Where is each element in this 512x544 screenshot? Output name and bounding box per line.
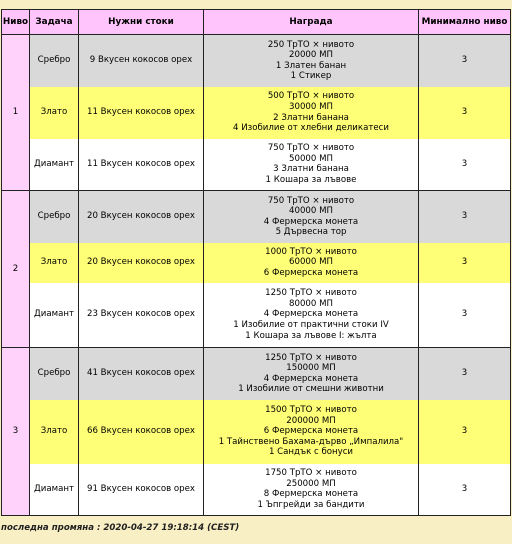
reward-line: 4 Изобилие от хлебни деликатеси — [233, 123, 389, 134]
task-cell: Диамант — [30, 283, 79, 348]
task-cell: Диамант — [30, 464, 79, 516]
header-row — [2, 10, 511, 35]
task-cell: Сребро — [30, 191, 79, 243]
reward-line: 150000 МП — [286, 363, 336, 374]
reward-cell — [204, 464, 419, 516]
stocks-cell: 11 Вкусен кокосов орех — [79, 87, 204, 139]
reward-cell — [204, 400, 419, 464]
reward-cell — [204, 139, 419, 191]
min-level-cell: 3 — [419, 35, 511, 87]
reward-line: 50000 МП — [289, 153, 333, 164]
stocks-cell: 9 Вкусен кокосов орех — [79, 35, 204, 87]
min-level-cell: 3 — [419, 400, 511, 464]
level-cell: 2 — [2, 191, 30, 348]
reward-cell — [204, 191, 419, 243]
table-row — [2, 243, 511, 283]
stocks-cell: 23 Вкусен кокосов орех — [79, 283, 204, 348]
reward-cell — [204, 243, 419, 283]
task-cell: Сребро — [30, 348, 79, 400]
reward-line: 250000 МП — [286, 478, 336, 489]
reward-line: 80000 МП — [289, 298, 333, 309]
reward-line: 6 Фермерска монета — [263, 267, 359, 278]
reward-line: 30000 МП — [289, 101, 333, 112]
table-row — [2, 283, 511, 348]
header-level: Ниво — [2, 10, 30, 35]
task-cell: Злато — [30, 243, 79, 283]
min-level-cell: 3 — [419, 283, 511, 348]
reward-line: 1 Кошара за лъвове — [265, 174, 357, 185]
reward-line: 750 ТрТО × нивото — [267, 143, 355, 154]
min-level-cell: 3 — [419, 139, 511, 191]
reward-line: 1 Златен банан — [275, 60, 347, 71]
reward-line: 1750 ТрТО × нивото — [265, 468, 357, 479]
reward-line: 1500 ТрТО × нивото — [265, 405, 357, 416]
reward-line: 5 Дървесна тор — [275, 227, 347, 238]
reward-cell — [204, 87, 419, 139]
reward-line: 1 Изобилие от смешни животни — [238, 384, 384, 395]
reward-line: 6 Фермерска монета — [263, 426, 359, 437]
reward-line: 200000 МП — [286, 415, 336, 426]
reward-line: 4 Фермерска монета — [263, 309, 359, 320]
stocks-cell: 11 Вкусен кокосов орех — [79, 139, 204, 191]
stocks-cell: 41 Вкусен кокосов орех — [79, 348, 204, 400]
min-level-cell: 3 — [419, 348, 511, 400]
table-row — [2, 464, 511, 516]
min-level-cell: 3 — [419, 464, 511, 516]
table-row — [2, 191, 511, 243]
reward-line: 1 Кошара за лъвове I: жълта — [245, 330, 377, 341]
reward-line: 60000 МП — [289, 257, 333, 268]
reward-line: 4 Фермерска монета — [263, 216, 359, 227]
reward-line: 1 Стикер — [290, 71, 332, 82]
table-row — [2, 87, 511, 139]
task-cell: Злато — [30, 400, 79, 464]
table-row — [2, 35, 511, 87]
reward-line: 3 Златни банана — [273, 164, 349, 175]
min-level-cell: 3 — [419, 87, 511, 139]
task-cell: Злато — [30, 87, 79, 139]
reward-cell — [204, 283, 419, 348]
reward-line: 2 Златни банана — [273, 112, 349, 123]
level-cell: 3 — [2, 348, 30, 516]
reward-cell — [204, 35, 419, 87]
reward-line: 1 Изобилие от практични стоки IV — [233, 320, 389, 331]
min-level-cell: 3 — [419, 191, 511, 243]
reward-line: 500 ТрТО × нивото — [267, 91, 355, 102]
stocks-cell: 91 Вкусен кокосов орех — [79, 464, 204, 516]
reward-line: 8 Фермерска монета — [263, 489, 359, 500]
reward-line: 250 ТрТО × нивото — [267, 39, 355, 50]
reward-cell — [204, 348, 419, 400]
reward-line: 750 ТрТО × нивото — [267, 195, 355, 206]
task-cell: Сребро — [30, 35, 79, 87]
reward-line: 4 Фермерска монета — [263, 373, 359, 384]
header-stocks: Нужни стоки — [79, 10, 204, 35]
reward-line: 20000 МП — [289, 50, 333, 61]
header-min-level: Минимално ниво — [419, 10, 511, 35]
table-row — [2, 400, 511, 464]
reward-line: 40000 МП — [289, 206, 333, 217]
table-row — [2, 139, 511, 191]
reward-line: 1000 ТрТО × нивото — [265, 246, 357, 257]
task-cell: Диамант — [30, 139, 79, 191]
reward-line: 1250 ТрТО × нивото — [265, 288, 357, 299]
header-task: Задача — [30, 10, 79, 35]
reward-line: 1 Сандък с бонуси — [268, 447, 354, 458]
stocks-cell: 66 Вкусен кокосов орех — [79, 400, 204, 464]
reward-line: 1250 ТрТО × нивото — [265, 352, 357, 363]
level-cell: 1 — [2, 35, 30, 191]
quest-table-body — [2, 35, 511, 516]
table-row — [2, 348, 511, 400]
quest-table — [1, 9, 511, 516]
stocks-cell: 20 Вкусен кокосов орех — [79, 243, 204, 283]
header-reward: Награда — [204, 10, 419, 35]
stocks-cell: 20 Вкусен кокосов орех — [79, 191, 204, 243]
min-level-cell: 3 — [419, 243, 511, 283]
reward-line: 1 Ъпгрейди за бандити — [257, 499, 365, 510]
last-modified-footer: последна промяна : 2020-04-27 19:18:14 (CEST) — [1, 523, 240, 533]
reward-line: 1 Тайнствено Бахама-дърво „Импалила" — [218, 436, 404, 447]
